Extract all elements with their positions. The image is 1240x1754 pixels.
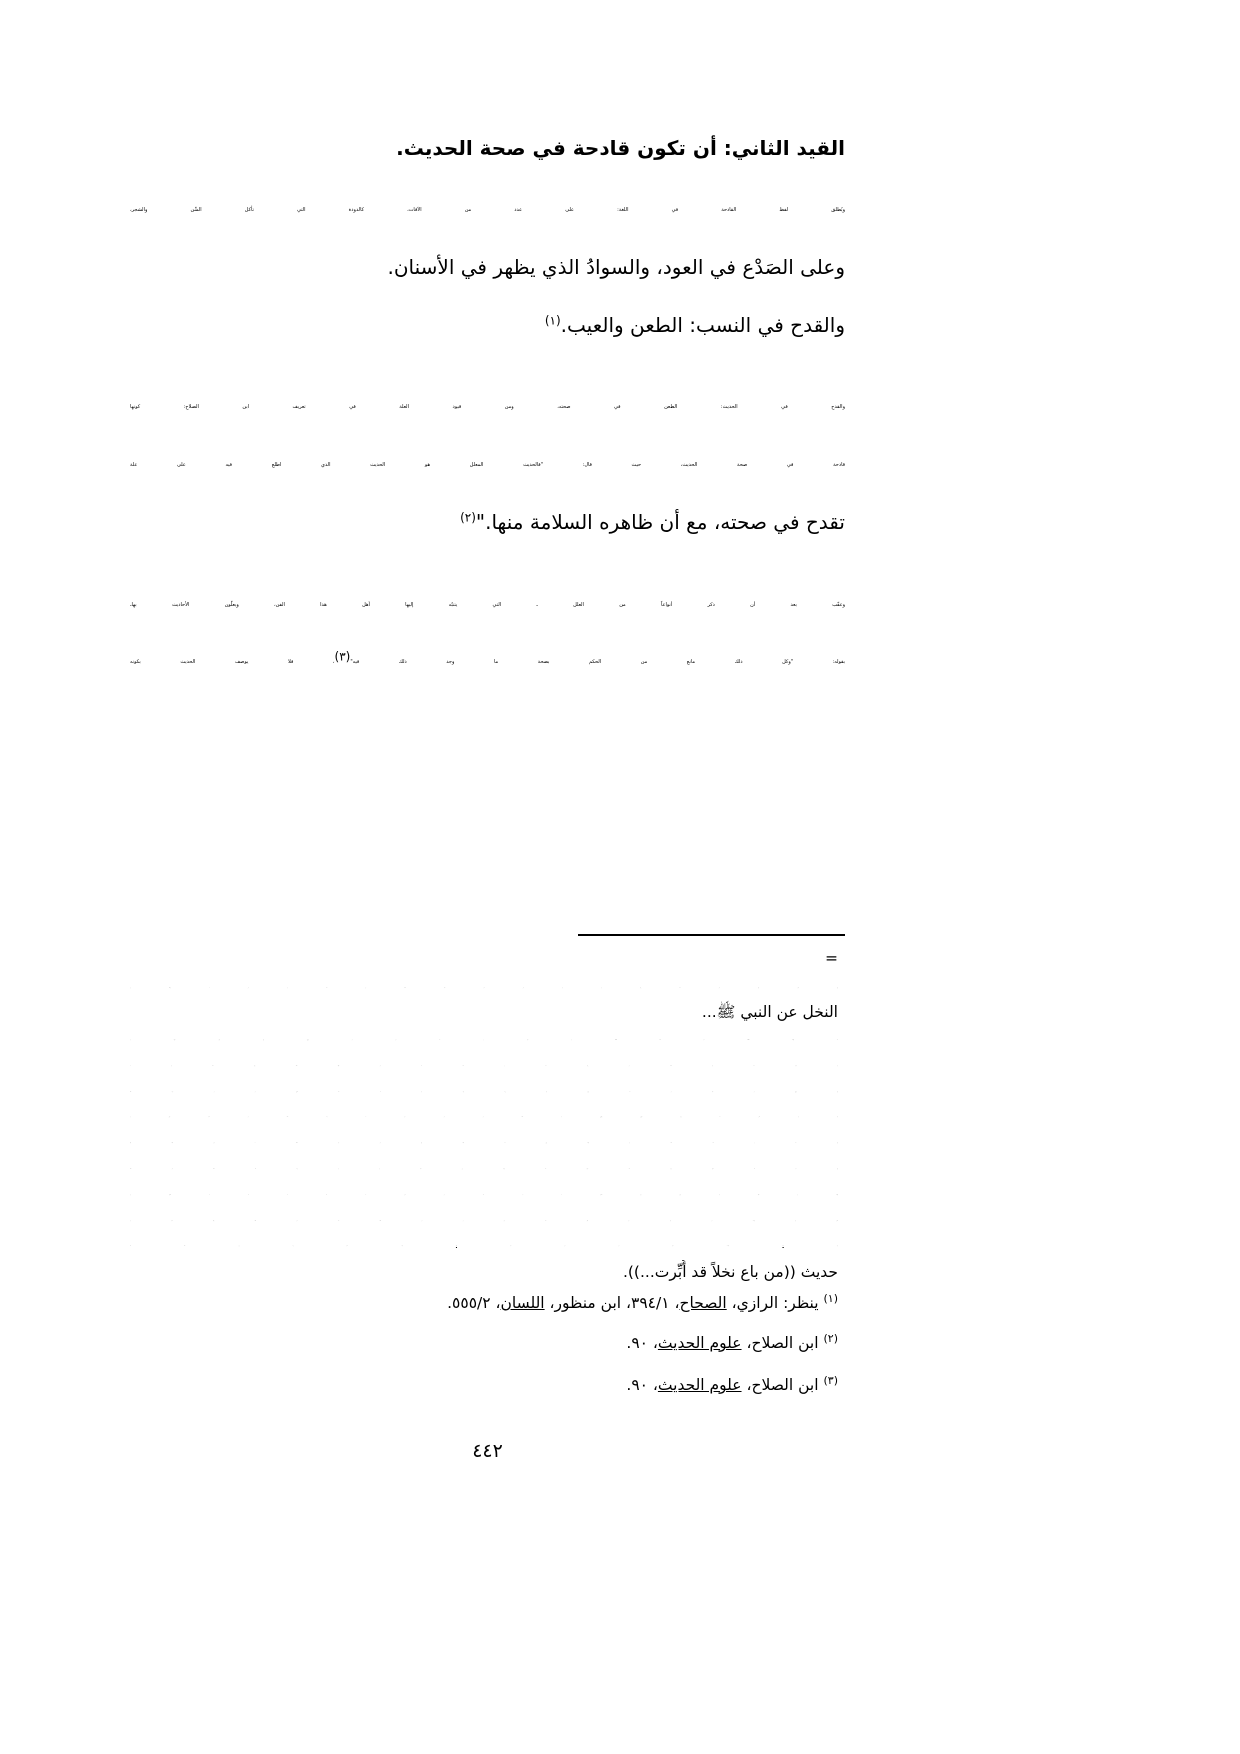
book-title: اللسان [500,1294,545,1312]
body-line [130,308,845,342]
footnote-number: (١) [823,1291,838,1305]
footnote-line [130,1054,838,1078]
footnote-line [130,1131,838,1155]
body-line: ويُطلق لفظ القادحة في اللغة: على عدد من الآفات، كالدودة التي تأكل السِّن والشجر، [130,207,845,213]
book-title: الصحاح [679,1294,727,1312]
body-line [130,505,845,539]
footnote-separator [578,934,845,936]
book-title: علوم الحديث [657,1376,742,1394]
footnote-number: (٣) [823,1373,838,1387]
footnote-line [130,1028,838,1052]
footnote-text: ، ٩٠. [626,1376,658,1394]
body-line: والقدح في الحديث: الطعن في صحته، ومن قيود العلة في تعريف ابن الصلاح: كونها [130,404,845,410]
footnote-line [130,1080,838,1104]
footnote-ref: (٢) [460,510,476,525]
footnote-text: ، ٥٥٥/٢. [447,1294,501,1312]
body-line-text: والقدح في النسب: الطعن والعيب. [560,313,845,337]
footnote-line [130,1183,838,1207]
footnote-number: (٢) [823,1331,838,1345]
footnote-text: ، ٩٠. [626,1334,658,1352]
footnote-text: ابن الصلاح، [741,1376,819,1394]
section-heading: القيد الثاني: أن تكون قادحة في صحة الحديث. [396,136,845,160]
footnote-text: ينظر: الرازي، [726,1294,819,1312]
footnote-line: النخل عن النبي ﷺ... [701,1003,838,1021]
footnote-line: حديث ((من باع نخلاً قد أُبِّرت...)). [622,1263,838,1281]
body-line: وعقّب بعد أن ذكر أنواعاً من العلل ـ التي يتنبّه إليها أهل هذا الفن، ويعلّون الأحاديث بهاـ [130,602,845,608]
body-line-text: تقدح في صحته، مع أن ظاهره السلامة منها." [475,510,845,534]
footnote-continued-mark: = [825,949,838,967]
book-title: علوم الحديث [657,1334,742,1352]
page-number: ٤٤٢ [472,1440,503,1462]
footnote-note [130,1291,838,1315]
footnote-line [130,1234,838,1258]
footnote-line [130,976,838,1000]
body-line-text: ، فلا يوصف الحديث بكونه [130,659,335,665]
body-line [130,645,845,679]
footnote-ref: (١) [544,313,561,328]
footnote-text: ، ٣٩٤/١، ابن منظور، [544,1294,680,1312]
footnote-ref: (٣) [334,649,351,664]
footnote-note [130,1373,838,1397]
footnote-line [130,1209,838,1233]
body-line-text: بقوله: "وكل ذلك مانع من الحكم بصحة ما وجد ذلك فيه" [350,659,845,665]
body-line: وعلى الصَدْع في العود، والسوادُ الذي يظهر في الأسنان. [387,255,845,279]
footnote-line [130,1157,838,1181]
footnote-note [130,1331,838,1355]
body-line: قادحة في صحة الحديث، حيث قال: "فالحديث المعلل هو الحديث الذي اطلع فيه على علة [130,462,845,468]
footnote-line [130,1105,838,1129]
footnote-text: ابن الصلاح، [741,1334,819,1352]
